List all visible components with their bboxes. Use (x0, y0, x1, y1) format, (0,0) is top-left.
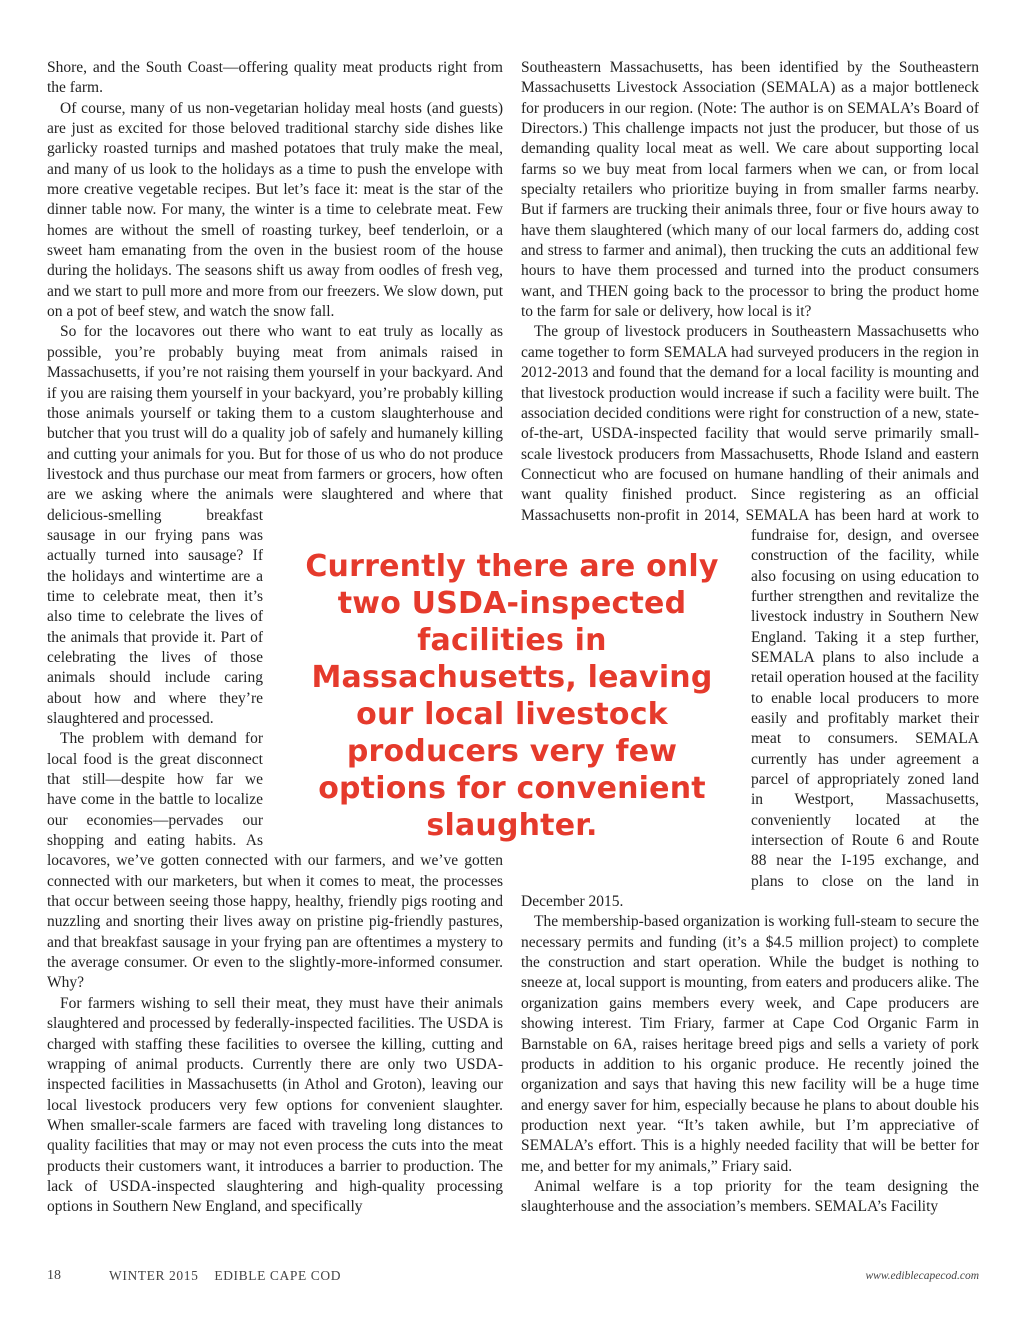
article-paragraph: Southeastern Massachusetts, has been identified by the Southeastern Massachusetts Livestock Association (SEMALA) as a major bottleneck for producers in our region. (Note: The author is on SEMALA’s Board of Directors.) This challenge impacts not just the producer, but those of us demanding quality local meat as well. We care about supporting local farms so we buy meat from local farmers when we can, or from local specialty retailers who prioritize buying in from smaller farms nearby. But if farmers are trucking their animals three, four or five hours away to have them slaughtered (which many of our local farmers do, adding cost and stress to farmer and animal), then trucking the cuts an additional few hours to have them processed and turned into the product consumers want, and THEN going back to the processor to bring the product home to the farm for sale or delivery, how local is it? (521, 59, 979, 321)
website-url: www.ediblecapecod.com (865, 1270, 979, 1282)
article-paragraph: Shore, and the South Coast—offering quality meat products right from the farm. (47, 59, 503, 97)
article-paragraph: Animal welfare is a top priority for the team designing the slaughterhouse and the association’s members. SEMALA’s Facility (521, 1177, 979, 1216)
article-paragraph: So for the locavores out there who want to eat truly as locally as possible, you’re probably buying meat from animals raised in Massachusetts, if you’re not raising them yourself in your backyard. And if you are raising them yourself in your backyard, you’re probably killing those animals yourself or taking them to a custom slaughterhouse and butcher that you trust will do a quality job of safely and humanely killing and cutting your animals for you. But for those of us who do not produce livestock and thus purchase our meat from farmers or grocers, how often are we asking where the animals were slaughtered and where that delicious-smelling breakfast sausage in our frying pans was actually turned into sausage? If the holidays and wintertime are a time to celebrate meat, then it’s also time to celebrate the lives of the animals that provide it. Part of celebrating the lives of those animals should include caring about how and where they’re slaughtered and processed. (47, 323, 503, 727)
article-paragraph: The group of livestock producers in Southeastern Massachusetts who came together to form SEMALA had surveyed producers in the region in 2012-2013 and found that the demand for a local facility is mounting and that livestock production would increase if such a facility were built. The association decided conditions were right for construction of a new, state-of-the-art, USDA-inspected facility that would serve primarily small-scale livestock producers from Massachusetts, Rhode Island and eastern Connecticut who are focused on humane handling of their animals and want quality finished product. Since registering as an official Massachusetts non-profit in 2014, SEMALA has been hard at work to fundraise for, design, and oversee construction of the facility, while also focusing on using education to further strengthen and revitalize the livestock industry in Southern New England. Taking it a step further, SEMALA plans to also include a retail operation housed at the facility to enable local producers to more easily and profitably market their meat to consumers. SEMALA currently has under agreement a parcel of appropriately zoned land in Westport, Massachusetts, conveniently located at the intersection of Route 6 and Route 88 near the I-195 exchange, and plans to close on the land in December 2015. (521, 323, 979, 911)
article-paragraph: The membership-based organization is working full-steam to secure the necessary permits and funding (it’s a $4.5 million project) to complete the construction and start operation. While the budget is nothing to sneeze at, local support is mounting, from eaters and producers alike. The organization gains members every week, and Cape producers are showing interest. Tim Friary, farmer at Cape Cod Organic Farm in Barnstable on 6A, raises heritage breed pigs and sells a variety of pork products in addition to his organic produce. He recently joined the organization and says that having this new facility will be a huge time and energy saver for him, especially because he plans to about double his production next year. “It’s taken awhile, but I’m appreciative of SEMALA’s effort. This is a highly needed facility that will be better for me, and better for my animals,” Friary said. (521, 913, 979, 1175)
page-footer (47, 1268, 979, 1288)
article-paragraph: For farmers wishing to sell their meat, they must have their animals slaughtered and processed by federally-inspected facilities. The USDA is charged with staffing these facilities to oversee the killing, cutting and wrapping of animal products. Currently there are only two USDA-inspected facilities in Massachusetts (in Athol and Groton), leaving our local livestock producers very few options for convenient slaughter. When smaller-scale farmers are faced with traveling long distances to quality facilities that may or may not even process the cuts into the meat products their customers want, it introduces a barrier to production. The lack of USDA-inspected slaughtering and high-quality processing options in Southern New England, and specifically (47, 994, 503, 1216)
article-paragraph: Of course, many of us non-vegetarian holiday meal hosts (and guests) are just as excited for those beloved traditional starchy side dishes like garlicky roasted turnips and mashed potatoes that truly make the meal, and many of us look to the holidays as a time to push the envelope with more creative vegetable recipes. But let’s face it: meat is the star of the dinner table now. For many, the winter is a time to celebrate meat. Few homes are without the smell of roasting turkey, beef tenderloin, or a sweet ham emanating from the oven in the busiest room of the house during the holidays. The seasons shift us away from oodles of fresh veg, and we start to pull more and more from our freezers. We slow down, put on a pot of beef stew, and watch the snow fall. (47, 99, 503, 321)
pull-quote: Currently there are only two USDA-inspected facilities in Massachusetts, leaving our local livestock producers very few options for convenient slaughter. (305, 549, 719, 843)
page-number: 18 (47, 1268, 61, 1283)
article-paragraph: The problem with demand for local food is the great disconnect that still—despite how far we have come in the battle to localize our economies—pervades our shopping and eating habits. As locavores, we’ve gotten connected with our farmers, and we’ve gotten connected with our marketers, but when it comes to meat, the processes that occur between seeing those happy, healthy, friendly pigs rooting and nuzzling and snorting their lives away on pristine pig-friendly pastures, and that breakfast sausage in your frying pan are oftentimes a mystery to the average consumer. Or even to the slightly-more-informed consumer. Why? (47, 730, 503, 992)
issue-label: WINTER 2015 EDIBLE CAPE COD (109, 1268, 342, 1283)
